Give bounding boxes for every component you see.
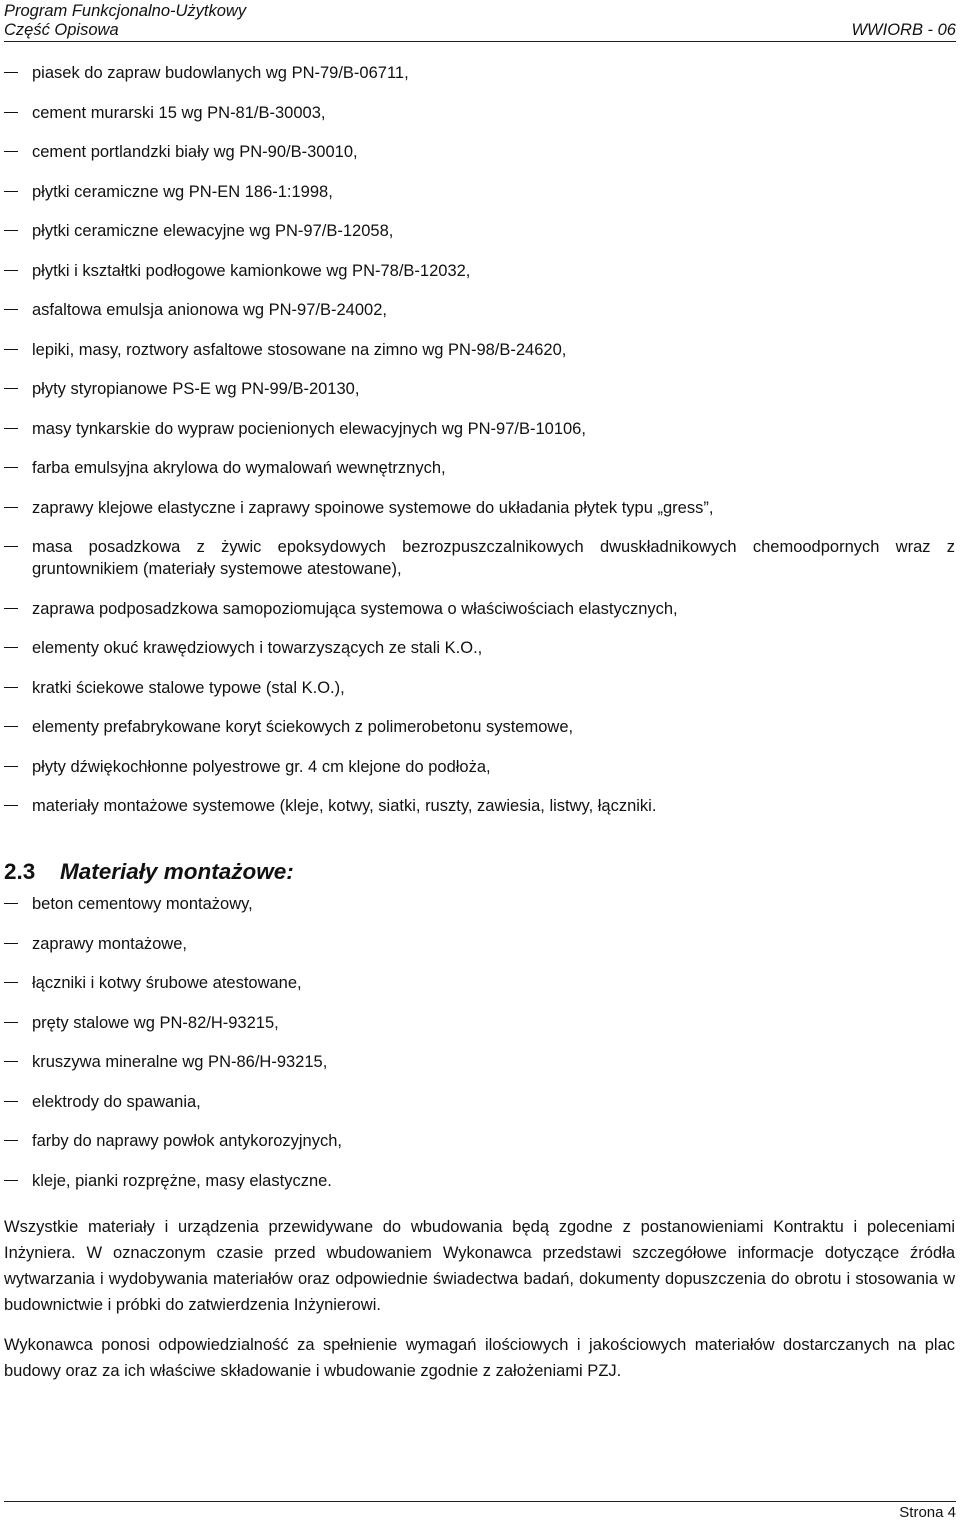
list-item: [0, 260, 960, 282]
page-header: [4, 0, 956, 42]
dash-bullet-icon: [4, 943, 18, 944]
body-paragraph: Wszystkie materiały i urządzenia przewidywane do wbudowania będą zgodne z postanowieniami Kontraktu i poleceniami Inżyniera. W oznaczonym czasie przed wbudowaniem Wykonawca przedstawi szczegółowe informacje dotyczące źródła wytwarzania i wydobywania materiałów oraz odpowiednie świadectwa badań, dokumenty dopuszczenia do obrotu i stosowania w budownictwie i próbki do zatwierdzenia Inżynierowi.: [4, 1218, 955, 1314]
dash-bullet-icon: [4, 903, 18, 904]
dash-bullet-icon: [4, 388, 18, 389]
dash-bullet-icon: [4, 507, 18, 508]
list-item-text: farby do naprawy powłok antykorozyjnych,: [32, 1132, 342, 1150]
dash-bullet-icon: [4, 1022, 18, 1023]
dash-bullet-icon: [4, 270, 18, 271]
section-title: Materiały montażowe:: [60, 859, 294, 884]
mounting-materials-list: [0, 893, 960, 1209]
dash-bullet-icon: [4, 1180, 18, 1181]
list-item-text: zaprawy montażowe,: [32, 934, 187, 953]
list-item: [0, 181, 960, 203]
dash-bullet-icon: [4, 151, 18, 152]
dash-bullet-icon: [4, 230, 18, 231]
list-item: [0, 1012, 960, 1034]
list-item: [0, 933, 960, 955]
dash-bullet-icon: [4, 191, 18, 192]
list-item-text: płytki ceramiczne elewacyjne wg PN-97/B-12058,: [32, 222, 394, 240]
header-document-code: WWIORB - 06: [851, 21, 956, 39]
list-item-text: elementy okuć krawędziowych i towarzyszących ze stali K.O.,: [32, 639, 483, 657]
list-item-text: łączniki i kotwy śrubowe atestowane,: [32, 974, 302, 992]
page-number: Strona 4: [899, 1504, 956, 1521]
list-item-text: masa posadzkowa z żywic epoksydowych bezrozpuszczalnikowych dwuskładnikowych chemoodpornych wraz z gruntownikiem (materiały systemowe atestowane),: [32, 538, 955, 578]
list-item: [0, 418, 960, 440]
list-item: [0, 536, 960, 580]
list-item: [0, 141, 960, 163]
list-item-text: lepiki, masy, roztwory asfaltowe stosowane na zimno wg PN-98/B-24620,: [32, 340, 567, 359]
list-item-text: płytki i kształtki podłogowe kamionkowe wg PN-78/B-12032,: [32, 261, 471, 280]
dash-bullet-icon: [4, 766, 18, 767]
list-item: [0, 756, 960, 778]
list-item: [0, 1130, 960, 1152]
list-item-text: masy tynkarskie do wypraw pocienionych elewacyjnych wg PN-97/B-10106,: [32, 419, 586, 438]
dash-bullet-icon: [4, 687, 18, 688]
dash-bullet-icon: [4, 647, 18, 648]
list-item-text: asfaltowa emulsja anionowa wg PN-97/B-24002,: [32, 301, 387, 319]
dash-bullet-icon: [4, 982, 18, 983]
dash-bullet-icon: [4, 467, 18, 468]
list-item: [0, 893, 960, 915]
list-item: [0, 102, 960, 124]
list-item: [0, 795, 960, 817]
list-item: [0, 220, 960, 242]
list-item-text: beton cementowy montażowy,: [32, 895, 253, 913]
dash-bullet-icon: [4, 608, 18, 609]
dash-bullet-icon: [4, 1101, 18, 1102]
list-item-text: elementy prefabrykowane koryt ściekowych z polimerobetonu systemowe,: [32, 718, 574, 736]
list-item-text: farba emulsyjna akrylowa do wymalowań wewnętrznych,: [32, 459, 446, 477]
dash-bullet-icon: [4, 428, 18, 429]
list-item: [0, 1170, 960, 1192]
list-item: [0, 378, 960, 400]
list-item-text: zaprawy klejowe elastyczne i zaprawy spoinowe systemowe do układania płytek typu „gress”,: [32, 498, 714, 517]
list-item: [0, 457, 960, 479]
body-paragraph: Wykonawca ponosi odpowiedzialność za spełnienie wymagań ilościowych i jakościowych materiałów dostarczanych na plac budowy oraz za ich właściwe składowanie i wbudowanie zgodnie z założeniami PZJ.: [4, 1336, 955, 1380]
dash-bullet-icon: [4, 72, 18, 73]
list-item: [0, 299, 960, 321]
list-item-text: cement portlandzki biały wg PN-90/B-30010,: [32, 143, 358, 161]
list-item: [0, 598, 960, 620]
list-item: [0, 1051, 960, 1073]
list-item-text: kratki ściekowe stalowe typowe (stal K.O.),: [32, 678, 345, 697]
list-item: [0, 339, 960, 361]
dash-bullet-icon: [4, 546, 18, 547]
header-program-title: Program Funkcjonalno-Użytkowy: [4, 2, 247, 20]
list-item-text: kleje, pianki rozprężne, masy elastyczne.: [32, 1171, 332, 1190]
list-item-text: piasek do zapraw budowlanych wg PN-79/B-06711,: [32, 64, 409, 82]
list-item: [0, 497, 960, 519]
list-item: [0, 716, 960, 738]
list-item-text: płyty styropianowe PS-E wg PN-99/B-20130,: [32, 380, 360, 398]
list-item: [0, 972, 960, 994]
section-number: 2.3: [4, 859, 36, 884]
footer-divider: [4, 1501, 956, 1502]
dash-bullet-icon: [4, 805, 18, 806]
list-item-text: zaprawa podposadzkowa samopoziomująca systemowa o właściwościach elastycznych,: [32, 599, 678, 618]
dash-bullet-icon: [4, 1140, 18, 1141]
list-item: [0, 637, 960, 659]
materials-list: [0, 62, 960, 835]
list-item-text: materiały montażowe systemowe (kleje, kotwy, siatki, ruszty, zawiesia, listwy, łączniki.: [32, 797, 657, 815]
list-item-text: elektrody do spawania,: [32, 1092, 201, 1111]
list-item-text: płytki ceramiczne wg PN-EN 186-1:1998,: [32, 182, 333, 201]
dash-bullet-icon: [4, 349, 18, 350]
list-item-text: cement murarski 15 wg PN-81/B-30003,: [32, 103, 326, 122]
header-section-label: Część Opisowa: [4, 21, 119, 39]
list-item: [0, 1091, 960, 1113]
section-heading: [4, 857, 294, 887]
list-item: [0, 62, 960, 84]
list-item-text: płyty dźwiękochłonne polyestrowe gr. 4 cm klejone do podłoża,: [32, 757, 491, 776]
list-item: [0, 677, 960, 699]
dash-bullet-icon: [4, 112, 18, 113]
dash-bullet-icon: [4, 1061, 18, 1062]
dash-bullet-icon: [4, 726, 18, 727]
list-item-text: kruszywa mineralne wg PN-86/H-93215,: [32, 1053, 328, 1071]
dash-bullet-icon: [4, 309, 18, 310]
list-item-text: pręty stalowe wg PN-82/H-93215,: [32, 1013, 279, 1032]
